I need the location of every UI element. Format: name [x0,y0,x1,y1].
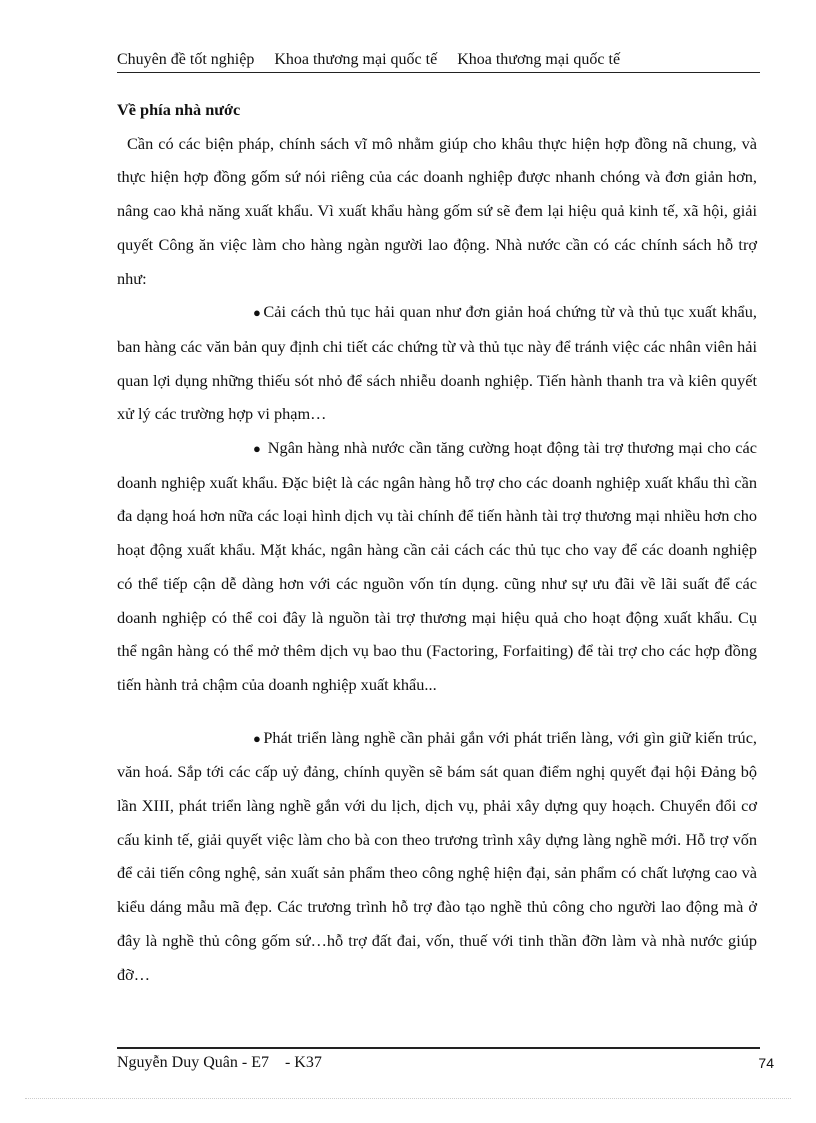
bullet-paragraph-customs [117,295,757,431]
bullet-icon: ● [253,730,262,746]
bullet-icon: ● [253,441,262,457]
bullet-paragraph-craft-village [117,721,757,992]
bullet-text: Phát triển làng nghề cần phải gắn với phát triển làng, với gìn giữ kiến trúc, văn hoá. Sắp tới các cấp uỷ đảng, chính quyền sẽ bám sát quan điểm nghị quyết đại hội Đảng bộ lần XIII, phát triển làng nghề gắn với du lịch, dịch vụ, phải xây dựng quy hoạch. Chuyển đổi cơ cấu kinh tế, giải quyết việc làm cho bà con theo trương trình xây dựng làng nghề mới. Hỗ trợ vốn để cải tiến công nghệ, sản xuất sản phẩm theo công nghệ hiện đại, sản phẩm có chất lượng cao và kiểu dáng mẫu mã đẹp. Các trương trình hỗ trợ đào tạo nghề thủ công cho người lao động mà ở đây là nghề thủ công gốm sứ…hỗ trợ đất đai, vốn, thuế với tinh thần đỡn làm và nhà nước giúp đỡ… [117,727,757,984]
bullet-text: Ngân hàng nhà nước cần tăng cường hoạt động tài trợ thương mại cho các doanh nghiệp xuất khẩu. Đặc biệt là các ngân hàng hỗ trợ cho các doanh nghiệp xuất khẩu thì cần đa dạng hoá hơn nữa các loại hình dịch vụ tài chính để tiến hành tài trợ thương mại nhiều hơn cho hoạt động xuất khẩu. Mặt khác, ngân hàng cần cải cách các thủ tục cho vay để các doanh nghiệp có thể tiếp cận dễ dàng hơn với các nguồn vốn tín dụng. cũng như sự ưu đãi về lãi suất để các doanh nghiệp có thể coi đây là nguồn tài trợ thương mại hiệu quả cho hoạt động xuất khẩu. Cụ thể ngân hàng có thể mở thêm dịch vụ bao thu (Factoring, Forfaiting) để tài trợ cho các hợp đồng tiến hành trả chậm của doanh nghiệp xuất khẩu... [117,438,757,694]
running-header: Chuyên đề tốt nghiệp Khoa thương mại quốc tế Khoa thương mại quốc tế [117,51,621,68]
page-number: 74 [758,1055,774,1071]
page-bottom-edge [25,1098,791,1099]
footer-author: Nguyễn Duy Quân - E7 - K37 [117,1054,322,1071]
bullet-icon: ● [253,305,262,321]
intro-paragraph: Cần có các biện pháp, chính sách vĩ mô nhằm giúp cho khâu thực hiện hợp đồng nã chung, và thực hiện hợp đồng gốm sứ nói riêng của các doanh nghiệp được nhanh chóng và đơn giản hơn, nâng cao khả năng xuất khẩu. Vì xuất khẩu hàng gốm sứ sẽ đem lại hiệu quả kinh tế, xã hội, giải quyết Công ăn việc làm cho hàng ngàn người lao động. Nhà nước cần có các chính sách hỗ trợ như: [117,133,757,288]
bullet-text: Cải cách thủ tục hải quan như đơn giản hoá chứng từ và thủ tục xuất khẩu, ban hàng các văn bản quy định chi tiết các chứng từ và thủ tục này để tránh việc các nhân viên hải quan lợi dụng những thiếu sót nhỏ để sách nhiễu doanh nghiệp. Tiến hành thanh tra và kiên quyết xử lý các trường hợp vi phạm… [117,302,757,424]
page-body [117,93,757,991]
footer-divider [117,1047,760,1049]
header-divider [117,72,760,73]
bullet-paragraph-bank [117,431,757,702]
section-title: Về phía nhà nước [117,100,241,119]
